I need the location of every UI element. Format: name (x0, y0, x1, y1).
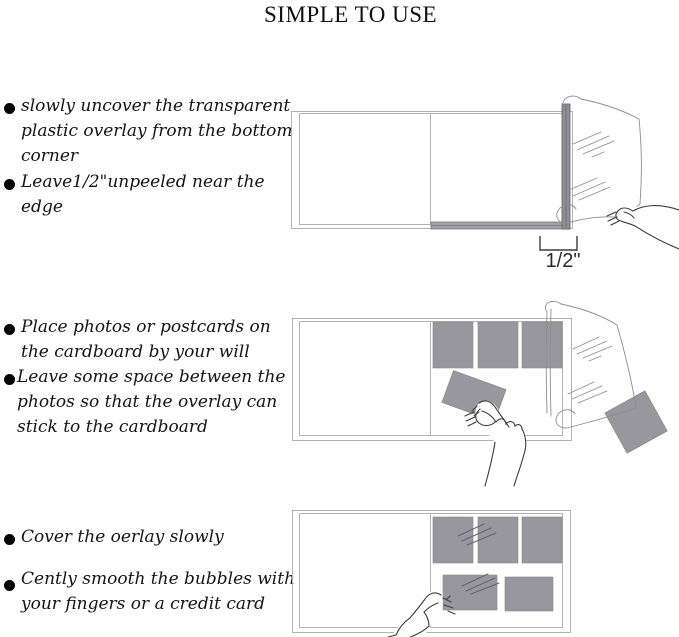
step1-line: edge (21, 197, 63, 217)
step1-bullet-2 (4, 170, 265, 220)
step3-line: your fingers or a credit card (21, 594, 266, 614)
step1-line: slowly uncover the transparent (21, 96, 291, 116)
step3-line: Cently smooth the bubbles with (21, 569, 296, 589)
bullet-dot (4, 580, 15, 591)
photo (478, 322, 518, 368)
step2-line: stick to the cardboard (17, 417, 208, 437)
photo-tilted (605, 391, 668, 454)
bullet-dot (4, 324, 15, 335)
step2-line: the cardboard by your will (21, 342, 250, 362)
step2-line: Place photos or postcards on (21, 317, 271, 337)
photo (505, 577, 553, 611)
sheet-shine-marks (568, 337, 612, 403)
diagram-smooth-overlay (283, 495, 679, 637)
step2-bullet-2 (4, 365, 285, 440)
step3-bullet-2 (4, 567, 295, 617)
sheet-shine-marks (569, 132, 614, 200)
diagram-peel-overlay (283, 92, 679, 282)
bullet-dot (4, 179, 15, 190)
diagram-place-photos (283, 300, 679, 490)
sheet-top-edge (561, 304, 617, 325)
photo (522, 322, 562, 368)
placed-photos (433, 322, 562, 368)
bullet-dot (4, 374, 15, 385)
page-title: SIMPLE TO USE (264, 2, 438, 27)
album-open (292, 112, 573, 229)
sheet-top-curl (545, 301, 561, 312)
hand-sketch-mark (608, 217, 617, 221)
album-page (300, 114, 567, 225)
step1-bullet-1 (4, 94, 293, 169)
measure-bracket (540, 236, 577, 250)
loose-photo-right (605, 391, 668, 454)
photo (433, 517, 473, 563)
step2-line: photos so that the overlay can (17, 392, 278, 412)
bullet-dot (4, 534, 15, 545)
step1-line: plastic overlay from the bottom (21, 121, 293, 141)
bullet-dot (4, 103, 15, 114)
step1-line: corner (21, 146, 79, 166)
step3-line: Cover the oerlay slowly (21, 527, 224, 547)
step1-line: Leave1/2"unpeeled near the (21, 172, 265, 192)
hand-pulling-sheet (607, 202, 679, 252)
sheet-top-edge (581, 99, 639, 119)
half-inch-label: 1/2" (545, 250, 581, 272)
photo (522, 517, 562, 563)
hand-sketch-mark (611, 221, 619, 225)
step3-bullet-1 (4, 525, 224, 550)
hand-sketch-mark (607, 212, 616, 216)
step2-line: Leave some space between the (17, 367, 286, 387)
sheet-right-edge (639, 119, 641, 204)
photo (433, 322, 473, 368)
sheet-right-edge (617, 325, 636, 408)
step2-bullet-1 (4, 315, 271, 365)
